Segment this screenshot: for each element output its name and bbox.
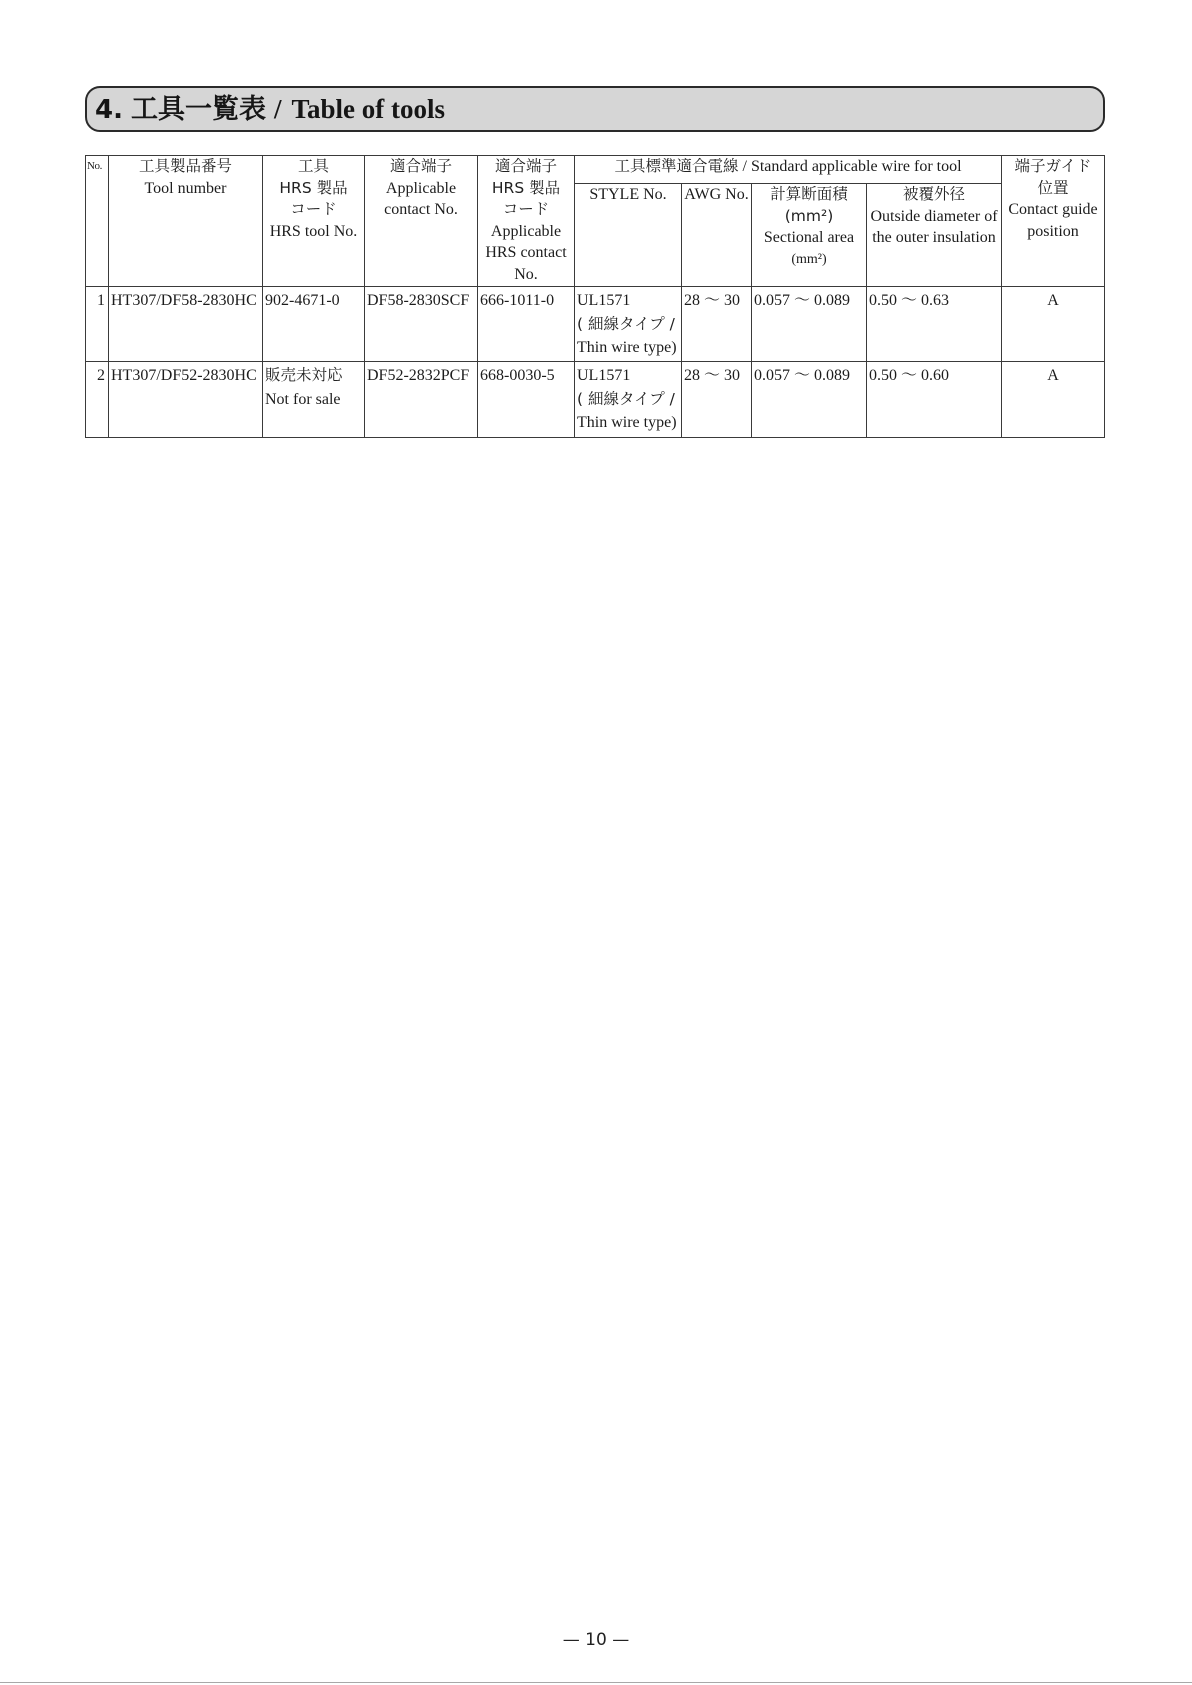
header-tool-number	[109, 156, 263, 287]
header-contact-guide-position	[1002, 156, 1105, 287]
header-line-ja: 適合端子	[389, 157, 452, 175]
header-line-ja: 工具製品番号	[138, 157, 232, 175]
header-line-en: AWG No.	[684, 186, 749, 203]
cell-no: 2	[86, 362, 109, 438]
header-line-ja: 端子ガイド	[1014, 157, 1092, 175]
section-title-en: Table of tools	[291, 94, 446, 124]
header-line-en: Contact guide	[1008, 201, 1098, 219]
cell-line: Thin wire type)	[577, 339, 677, 356]
cell-line: ( 細線タイプ /	[577, 314, 675, 333]
cell-outside-diameter: 0.50 〜 0.60	[867, 362, 1002, 438]
header-line-ja: コード	[290, 200, 337, 219]
header-line-en: HRS tool No.	[269, 222, 358, 240]
table-row	[86, 287, 1105, 362]
header-wire-group-ja: 工具標準適合電線	[614, 157, 739, 175]
header-line-ja: 工具	[297, 157, 329, 175]
cell-tool-number: HT307/DF58-2830HC	[109, 287, 263, 362]
cell-tool-number: HT307/DF52-2830HC	[109, 362, 263, 438]
page-bottom-edge	[0, 1682, 1192, 1683]
section-title	[95, 88, 445, 130]
header-line-ja: 計算断面積	[770, 185, 848, 203]
cell-sectional-area: 0.057 〜 0.089	[752, 362, 867, 438]
section-header	[85, 86, 1105, 132]
header-line-unit: (mm²)	[784, 206, 834, 225]
page-number: — 10 —	[562, 1630, 630, 1650]
header-awg-no	[682, 184, 752, 287]
header-line-ja: コード	[502, 200, 550, 219]
header-line-en: STYLE No.	[589, 186, 667, 203]
cell-hrs-contact-no: 668-0030-5	[478, 362, 575, 438]
header-wire-group-en: Standard applicable wire for tool	[750, 158, 962, 175]
header-line-ja: 適合端子	[494, 157, 557, 175]
cell-line: 販売未対応	[265, 366, 343, 384]
header-line-en: HRS contact	[485, 244, 567, 262]
section-title-ja: 工具一覧表	[130, 94, 266, 125]
header-line-en: contact No.	[384, 201, 458, 219]
cell-contact-guide-position: A	[1002, 287, 1105, 362]
header-line-ja: HRS 製品	[279, 178, 348, 197]
header-line-ja: 位置	[1037, 178, 1069, 197]
header-wire-group	[575, 156, 1002, 184]
cell-contact-guide-position: A	[1002, 362, 1105, 438]
tools-table	[85, 155, 1105, 438]
header-line-en: Tool number	[144, 179, 227, 197]
cell-line: Not for sale	[265, 390, 341, 408]
cell-line: Thin wire type)	[577, 414, 677, 431]
header-sectional-area	[752, 184, 867, 287]
section-title-separator: /	[273, 94, 282, 124]
cell-line: ( 細線タイプ /	[577, 389, 675, 408]
cell-hrs-contact-no: 666-1011-0	[478, 287, 575, 362]
header-style-no	[575, 184, 682, 287]
header-line-en: the outer insulation	[872, 229, 996, 247]
header-hrs-contact-no	[478, 156, 575, 287]
table-header-row	[86, 156, 1105, 184]
header-line-en: Applicable	[490, 222, 562, 240]
cell-no: 1	[86, 287, 109, 362]
cell-applicable-contact-no: DF52-2832PCF	[365, 362, 478, 438]
cell-applicable-contact-no: DF58-2830SCF	[365, 287, 478, 362]
header-line-en: Outside diameter of	[870, 207, 998, 225]
cell-awg-no: 28 〜 30	[682, 362, 752, 438]
header-applicable-contact-no	[365, 156, 478, 287]
header-wire-group-separator: /	[742, 158, 747, 175]
cell-style-no	[575, 287, 682, 362]
header-no: No.	[86, 156, 109, 287]
cell-line: UL1571	[577, 367, 631, 384]
cell-style-no	[575, 362, 682, 438]
header-line-en: position	[1027, 222, 1079, 240]
header-line-en: Applicable	[385, 179, 457, 197]
cell-line: 902-4671-0	[265, 292, 340, 309]
cell-hrs-tool-no	[263, 362, 365, 438]
header-line-ja: 被覆外径	[902, 185, 965, 203]
section-number: 4.	[95, 95, 123, 125]
cell-line: UL1571	[577, 292, 631, 309]
header-line-en: No.	[514, 265, 538, 283]
cell-hrs-tool-no	[263, 287, 365, 362]
header-outside-diameter	[867, 184, 1002, 287]
header-line-en: Sectional area	[763, 229, 855, 247]
header-hrs-tool-no	[263, 156, 365, 287]
cell-sectional-area: 0.057 〜 0.089	[752, 287, 867, 362]
cell-outside-diameter: 0.50 〜 0.63	[867, 287, 1002, 362]
cell-awg-no: 28 〜 30	[682, 287, 752, 362]
table-row	[86, 362, 1105, 438]
header-line-unit: (mm²)	[791, 251, 827, 267]
header-line-ja: HRS 製品	[491, 178, 561, 197]
